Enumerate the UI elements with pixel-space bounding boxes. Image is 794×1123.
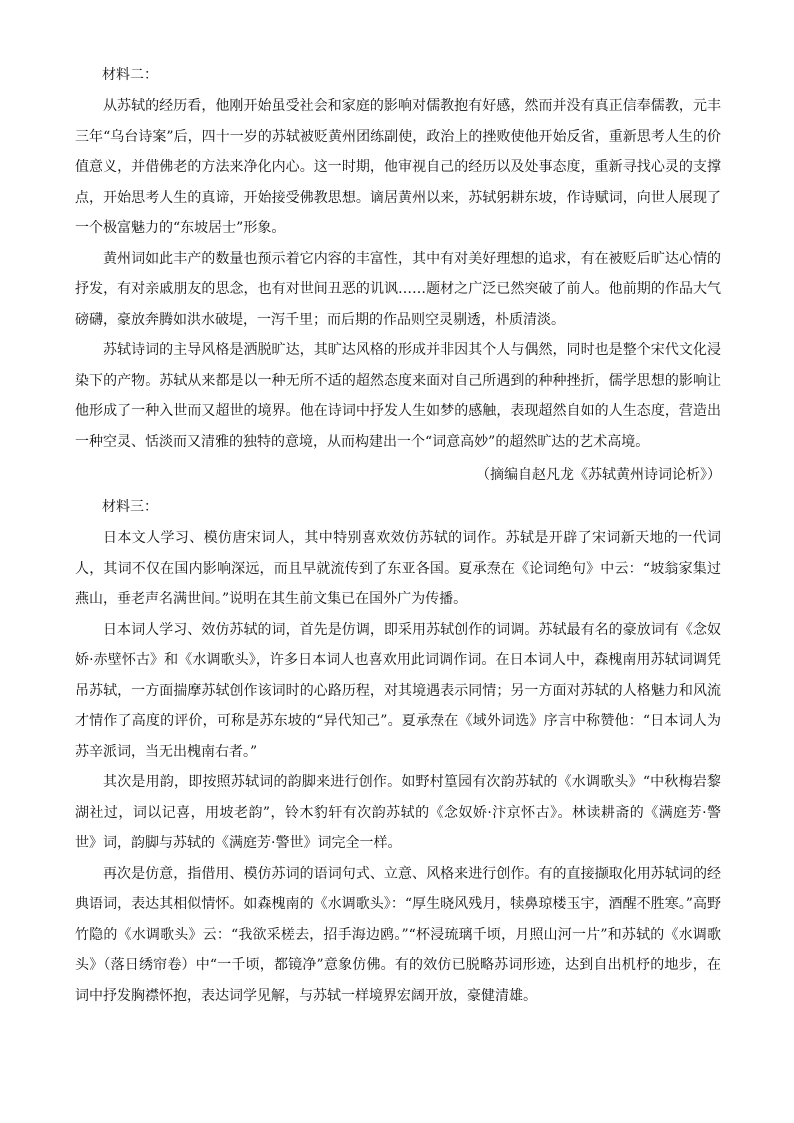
material-two-heading: 材料二： bbox=[102, 67, 158, 83]
material-two-paragraph: 从苏轼的经历看，他刚开始虽受社会和家庭的影响对儒教抱有好感，然而并没有真正信奉儒教，元丰三年“乌台诗案”后，四十一岁的苏轼被贬黄州团练副使，政治上的挫败使他开始反省，重新思考人生的价值意义，并借佛老的方法来净化内心。这一时期，他审视自己的经历以及处事态度，重新寻找心灵的支撑点，开始思考人生的真谛，开始接受佛教思想。谪居黄州以来，苏轼躬耕东坡，作诗赋词，向世人展现了一个极富魅力的“东坡居士”形象。 bbox=[75, 98, 721, 236]
material-three-paragraph: 其次是用韵，即按照苏轼词的韵脚来进行创作。如野村篁园有次韵苏轼的《水调歌头》“中秋梅岩黎湖社过，词以记喜，用坡老韵”，铃木豹轩有次韵苏轼的《念奴娇·汴京怀古》。林读耕斋的《满庭芳·警世》词，韵脚与苏轼的《满庭芳·警世》词完全一样。 bbox=[75, 774, 721, 851]
material-two-paragraph: 苏轼诗词的主导风格是洒脱旷达，其旷达风格的形成并非因其个人与偶然，同时也是整个宋代文化浸染下的产物。苏轼从来都是以一种无所不适的超然态度来面对自己所遇到的种种挫折，儒学思想的影响让他形成了一种入世而又超世的境界。他在诗词中抒发人生如梦的感触，表现超然自如的人生态度，营造出一种空灵、恬淡而又清雅的独特的意境，从而构建出一个“词意高妙”的超然旷达的艺术高境。 bbox=[75, 342, 721, 450]
material-two-section bbox=[75, 63, 721, 489]
material-three-paragraph: 日本文人学习、模仿唐宋词人，其中特别喜欢效仿苏轼的词作。苏轼是开辟了宋词新天地的一代词人，其词不仅在国内影响深远，而且早就流传到了东亚各国。夏承焘在《论词绝句》中云：“坡翁家集过燕山，垂老声名满世间。”说明在其生前文集已在国外广为传播。 bbox=[75, 530, 721, 607]
document-body bbox=[75, 63, 721, 1011]
material-three-heading: 材料三： bbox=[102, 499, 158, 515]
material-two-paragraph: 黄州词如此丰产的数量也预示着它内容的丰富性，其中有对美好理想的追求，有在被贬后旷达心情的抒发，有对亲戚朋友的思念，也有对世间丑恶的讥讽……题材之广泛已然突破了前人。他前期的作品大气磅礴，豪放奔腾如洪水破堤，一泻千里；而后期的作品则空灵剔透，朴质清淡。 bbox=[75, 250, 721, 328]
material-two-source: （摘编自赵凡龙《苏轼黄州诗词论析》） bbox=[476, 467, 721, 483]
material-three-paragraph: 日本词人学习、效仿苏轼的词，首先是仿调，即采用苏轼创作的词调。苏轼最有名的豪放词有《念奴娇·赤壁怀古》和《水调歌头》，许多日本词人也喜欢用此词调作词。在日本词人中，森槐南用苏轼词调凭吊苏轼，一方面揣摩苏轼创作该词时的心路历程，对其境遇表示同情；另一方面对苏轼的人格魅力和风流才情作了高度的评价，可称是苏东坡的“异代知己”。夏承焘在《域外词选》序言中称赞他：“日本词人为苏辛派词，当无出槐南右者。” bbox=[75, 621, 721, 760]
material-three-section bbox=[75, 495, 721, 1011]
material-three-paragraph: 再次是仿意，指借用、模仿苏词的语词句式、立意、风格来进行创作。有的直接撷取化用苏轼词的经典语词，表达其相似情怀。如森槐南的《水调歌头》：“厚生晓风残月，犊鼻琼楼玉宇，酒醒不胜寒。”高野竹隐的《水调歌头》云：“我欲采槎去，招手海边鸥。”“杯浸琉璃千顷，月照山河一片”和苏轼的《水调歌头》（落日绣帘卷）中“一千顷，都镜净”意象仿佛。有的效仿已脱略苏词形迹，达到自出机杼的地步，在词中抒发胸襟怀抱，表达词学见解，与苏轼一样境界宏阔开放，豪健清雄。 bbox=[75, 865, 721, 1004]
